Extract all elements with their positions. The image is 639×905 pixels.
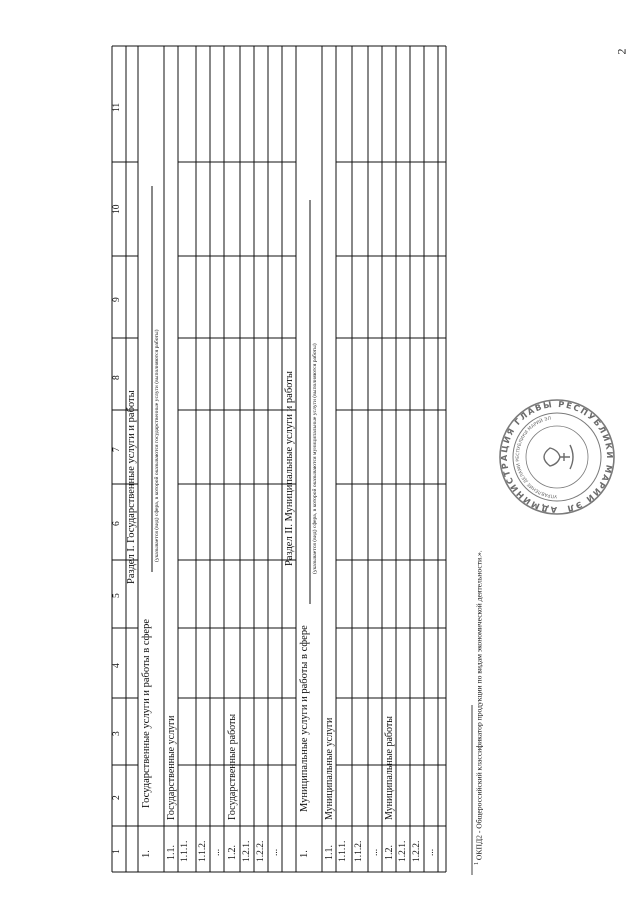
row-number: ... xyxy=(426,848,436,856)
stamp-inner-text: УПРАВЛЕНИЕ ДЕЛАМИ РЕСПУБЛИКИ МАРИЙ ЭЛ xyxy=(515,416,558,499)
section2-works-num: 1.2. xyxy=(384,845,395,860)
column-number: 5 xyxy=(112,593,122,598)
footnote-text: ОКПД2 - Общероссийский классификатор продукции по видам экономической деятельности.». xyxy=(474,550,484,861)
stamp-emblem-icon xyxy=(544,445,573,469)
section1-works-label: Государственные работы xyxy=(227,713,238,820)
column-number: 9 xyxy=(112,297,122,302)
section1-num: 1. xyxy=(141,850,152,858)
row-number: 1.1.1. xyxy=(338,840,348,862)
stamp-outer-text: АДМИНИСТРАЦИЯ ГЛАВЫ РЕСПУБЛИКИ МАРИЙ ЭЛ xyxy=(498,398,616,516)
section2-num: 1. xyxy=(299,850,310,858)
column-number: 7 xyxy=(112,447,122,452)
row-number: 1.2.1. xyxy=(398,840,408,862)
row-number: 1.2.2. xyxy=(256,840,266,862)
section1-hint: (указывается (вид) сфера, в которой оказываются государственные услуги (выполняются работы) xyxy=(154,329,160,562)
column-number: 3 xyxy=(112,731,122,736)
svg-text:УПРАВЛЕНИЕ ДЕЛАМИ РЕСПУБЛИКИ М xyxy=(515,415,557,499)
section2-services-label: Муниципальные услуги xyxy=(324,717,335,820)
footnote xyxy=(474,550,484,865)
row-number: 1.2.1. xyxy=(242,840,252,862)
footnote-mark: 1 xyxy=(474,862,480,865)
column-number: 10 xyxy=(112,204,122,214)
row-number: ... xyxy=(212,848,222,856)
row-number: ... xyxy=(270,848,280,856)
column-number: 1 xyxy=(112,849,122,854)
section1-title: Раздел I. Государственные услуги и работы xyxy=(126,390,137,584)
section2-hint: (указывается (вид) сфера, в которой оказываются муниципальные услуги (выполняются работы) xyxy=(312,343,318,574)
column-number: 8 xyxy=(112,375,122,380)
section1-works-num: 1.2. xyxy=(227,845,238,860)
row-number: ... xyxy=(370,848,380,856)
section1-header-text: Государственные услуги и работы в сфере xyxy=(141,619,152,808)
section2-header-text: Муниципальные услуги и работы в сфере xyxy=(299,625,310,812)
page-number: 2 xyxy=(614,48,629,55)
section1-services-num: 1.1. xyxy=(166,845,177,860)
section2-title: Раздел II. Муниципальные услуги и работы xyxy=(284,371,295,566)
column-number: 4 xyxy=(112,663,122,668)
row-number: 1.1.1. xyxy=(180,840,190,862)
column-number: 11 xyxy=(112,102,122,112)
row-number: 1.2.2. xyxy=(412,840,422,862)
section2-works-label: Муниципальные работы xyxy=(384,716,395,820)
column-number: 2 xyxy=(112,795,122,800)
section2-services-num: 1.1. xyxy=(324,845,335,860)
section1-services-label: Государственные услуги xyxy=(166,715,177,820)
column-number: 6 xyxy=(112,521,122,526)
row-number: 1.1.2. xyxy=(354,840,364,862)
official-stamp xyxy=(498,398,616,516)
row-number: 1.1.2. xyxy=(198,840,208,862)
